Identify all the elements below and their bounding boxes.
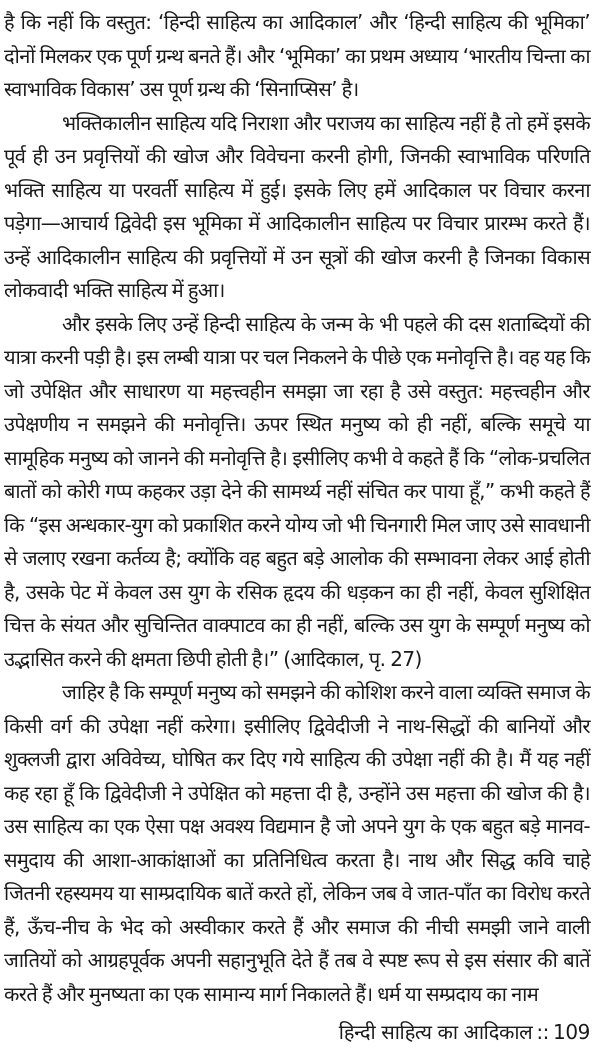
- page-body: [4, 6, 590, 1011]
- paragraph-sampurna-manushya: जाहिर है कि सम्पूर्ण मनुष्य को समझने की कोशिश करने वाला व्यक्ति समाज के किसी वर्ग की उपेक्षा नहीं करेगा। इसीलिए द्विवेदीजी ने नाथ-सिद्धों की बानियों और शुक्लजी द्वारा अविवेच्य, घोषित कर दिए गये साहित्य की उपेक्षा नहीं की है। मैं यह नहीं कह रहा हूँ कि द्विवेदीजी ने उपेक्षित को महत्ता दी है, उन्होंने उस महत्ता की खोज की है। उस साहित्य का एक ऐसा पक्ष अवश्य विद्यमान है जो अपने युग के एक बहुत बड़े मानव-समुदाय की आशा-आकांक्षाओं का प्रतिनिधित्व करता है। नाथ और सिद्ध कवि चाहे जितनी रहस्यमय या साम्प्रदायिक बातें करते हों, लेकिन जब वे जात-पाँत का विरोध करते हैं, ऊँच-नीच के भेद को अस्वीकार करते हैं और समाज की नीची समझी जाने वाली जातियों को आग्रहपूर्वक अपनी सहानुभूति देते हैं तब वे स्पष्ट रूप से इस संसार की बातें करते हैं और मुनष्यता का एक सामान्य मार्ग निकालते हैं। धर्म या सम्प्रदाय का नाम: [4, 680, 590, 1006]
- paragraph-continuation: है कि नहीं कि वस्तुत: ‘हिन्दी साहित्य का आदिकाल’ और ‘हिन्दी साहित्य की भूमिका’ दोनों मिलकर एक पूर्ण ग्रन्थ बनते हैं। और ‘भूमिका’ का प्रथम अध्याय ‘भारतीय चिन्ता का स्वाभाविक विकास’ उस पूर्ण ग्रन्थ की ‘सिनाप्सिस’ है।: [4, 10, 590, 101]
- paragraph-das-shatabdi: और इसके लिए उन्हें हिन्दी साहित्य के जन्म के भी पहले की दस शताब्दियों की यात्रा करनी पड़ी है। इस लम्बी यात्रा पर चल निकलने के पीछे एक मनोवृत्ति है। वह यह कि जो उपेक्षित और साधारण या महत्त्वहीन समझा जा रहा है उसे वस्तुत: महत्त्वहीन और उपेक्षणीय न समझने की मनोवृत्ति। ऊपर स्थित मनुष्य को ही नहीं, बल्कि समूचे या सामूहिक मनुष्य को जानने की मनोवृत्ति है। इसीलिए कभी वे कहते हैं कि “लोक-प्रचलित बातों को कोरी गप्प कहकर उड़ा देने की सामर्थ्य नहीं संचित कर पाया हूँ,” कभी कहते हैं कि “इस अन्धकार-युग को प्रकाशित करने योग्य जो भी चिनगारी मिल जाए उसे सावधानी से जलाए रखना कर्तव्य है; क्योंकि वह बहुत बड़े आलोक की सम्भावना लेकर आई होती है, उसके पेट में केवल उस युग के रसिक हृदय की धड़कन का ही नहीं, केवल सुशिक्षित चित्त के संयत और सुचिन्तित वाक्पाटव का ही नहीं, बल्कि उस युग के सम्पूर्ण मनुष्य को उद्भासित करने की क्षमता छिपी होती है।” (आदिकाल, पृ. 27): [4, 311, 590, 671]
- page-number: 109: [553, 1020, 590, 1044]
- footer-separator: ::: [536, 1020, 550, 1044]
- running-title: हिन्दी साहित्य का आदिकाल: [338, 1020, 533, 1044]
- paragraph-bhaktikal: भक्तिकालीन साहित्य यदि निराशा और पराजय का साहित्य नहीं है तो हमें इसके पूर्व ही उन प्रवृत्तियों की खोज और विवेचना करनी होगी, जिनकी स्वाभाविक परिणति भक्ति साहित्य या परवर्ती साहित्य में हुई। इसके लिए हमें आदिकाल पर विचार करना पड़ेगा—आचार्य द्विवेदी इस भूमिका में आदिकालीन साहित्य पर विचार प्रारम्भ करते हैं। उन्हें आदिकालीन साहित्य की प्रवृत्तियों में उन सूत्रों की खोज करनी है जिनका विकास लोकवादी भक्ति साहित्य में हुआ।: [4, 110, 590, 302]
- page-footer: [339, 1017, 590, 1047]
